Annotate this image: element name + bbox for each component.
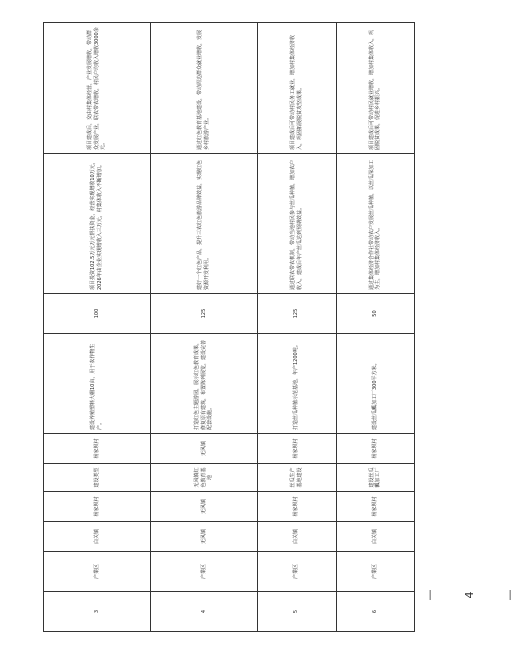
mechanism-cell: 项目建成后可带动村民务工就业，增加村集体经济收入，巩固拓展脱贫攻坚成果。 — [258, 23, 336, 154]
location-cell: 杨家坝村 — [336, 434, 414, 464]
village-cell: 无风镇 — [151, 492, 258, 522]
page-number: — 4 — — [423, 589, 516, 601]
village-cell: 杨家坝村 — [336, 492, 414, 522]
table-row — [44, 23, 151, 632]
project-type-cell: 建设类型 — [44, 464, 151, 492]
row-number: 4 — [151, 592, 258, 632]
location-cell: 杨家坝村 — [258, 434, 336, 464]
district-cell: 产業区 — [258, 552, 336, 592]
project-type-cell: 丝瓜生产基地建设 — [258, 464, 336, 492]
mechanism-cell: 项目建成后，交由村集体经营，产业发展增收，带动群众发展产业，联农带农增收，村民户均收入增收3000余元。 — [44, 23, 151, 154]
town-cell: 白关镇 — [336, 522, 414, 552]
project-type-cell: 无风镇红色教育基地 — [151, 464, 258, 492]
project-content-cell: 打造丝瓜种植示范基地，年产1200吨。 — [258, 334, 336, 434]
district-cell: 产業区 — [336, 552, 414, 592]
village-cell: 杨家坝村 — [44, 492, 151, 522]
mechanism-cell: 通过红色教育基地建设，带动周边群众就业增收，发展乡村旅游产业。 — [151, 23, 258, 154]
table-row — [151, 23, 258, 632]
district-cell: 产業区 — [44, 552, 151, 592]
town-cell: 无风镇 — [151, 522, 258, 552]
location-cell: 杨家坝村 — [44, 434, 151, 464]
district-cell: 产業区 — [151, 552, 258, 592]
row-number: 5 — [258, 592, 336, 632]
project-content-cell: 建设丝瓜瓤加工厂300平方米。 — [336, 334, 414, 434]
project-content-cell: 建设养殖塑料大棚10亩，用于农作物生产。 — [44, 334, 151, 434]
table-row — [336, 23, 414, 632]
benefit-cell: 通过集体经济合作社带动农户发展丝瓜种植，以丝瓜深加工为主，增加村集体经济收入。 — [336, 154, 414, 294]
benefit-cell: 通过联农带农机制，带动当地村民参与丝瓜种植，增加农户收入，建成后年产丝瓜达到预期效益。 — [258, 154, 336, 294]
project-table — [43, 22, 415, 632]
location-cell: 无风镇 — [151, 434, 258, 464]
investment-cell: 100 — [44, 294, 151, 334]
benefit-cell: 项目投资102.5万元万元帮扶资金，经营实现增收10万元，2026年由企业实现增收入三万元，村集体收入不断增加。 — [44, 154, 151, 294]
town-cell: 白关镇 — [258, 522, 336, 552]
mechanism-cell: 项目建成后可带动村民就业增收，增加村集体收入，巩固脱贫成果，促进乡村振兴。 — [336, 23, 414, 154]
investment-cell: 125 — [151, 294, 258, 334]
table-row — [258, 23, 336, 632]
town-cell: 白关镇 — [44, 522, 151, 552]
rotated-table-page — [43, 23, 415, 632]
project-type-cell: 建设丝瓜瓤加工厂 — [336, 464, 414, 492]
village-cell: 杨家坝村 — [258, 492, 336, 522]
benefit-cell: 建好一个红色产品，提升三农红色旅游品牌效益，实现红色资源开发利用。 — [151, 154, 258, 294]
row-number: 6 — [336, 592, 414, 632]
row-number: 3 — [44, 592, 151, 632]
investment-cell: 50 — [336, 294, 414, 334]
investment-cell: 125 — [258, 294, 336, 334]
project-content-cell: 打造红色主题游园，展示红色教育成果，修复原有建筑，布置陈列展览，建设完善配套设施。 — [151, 334, 258, 434]
